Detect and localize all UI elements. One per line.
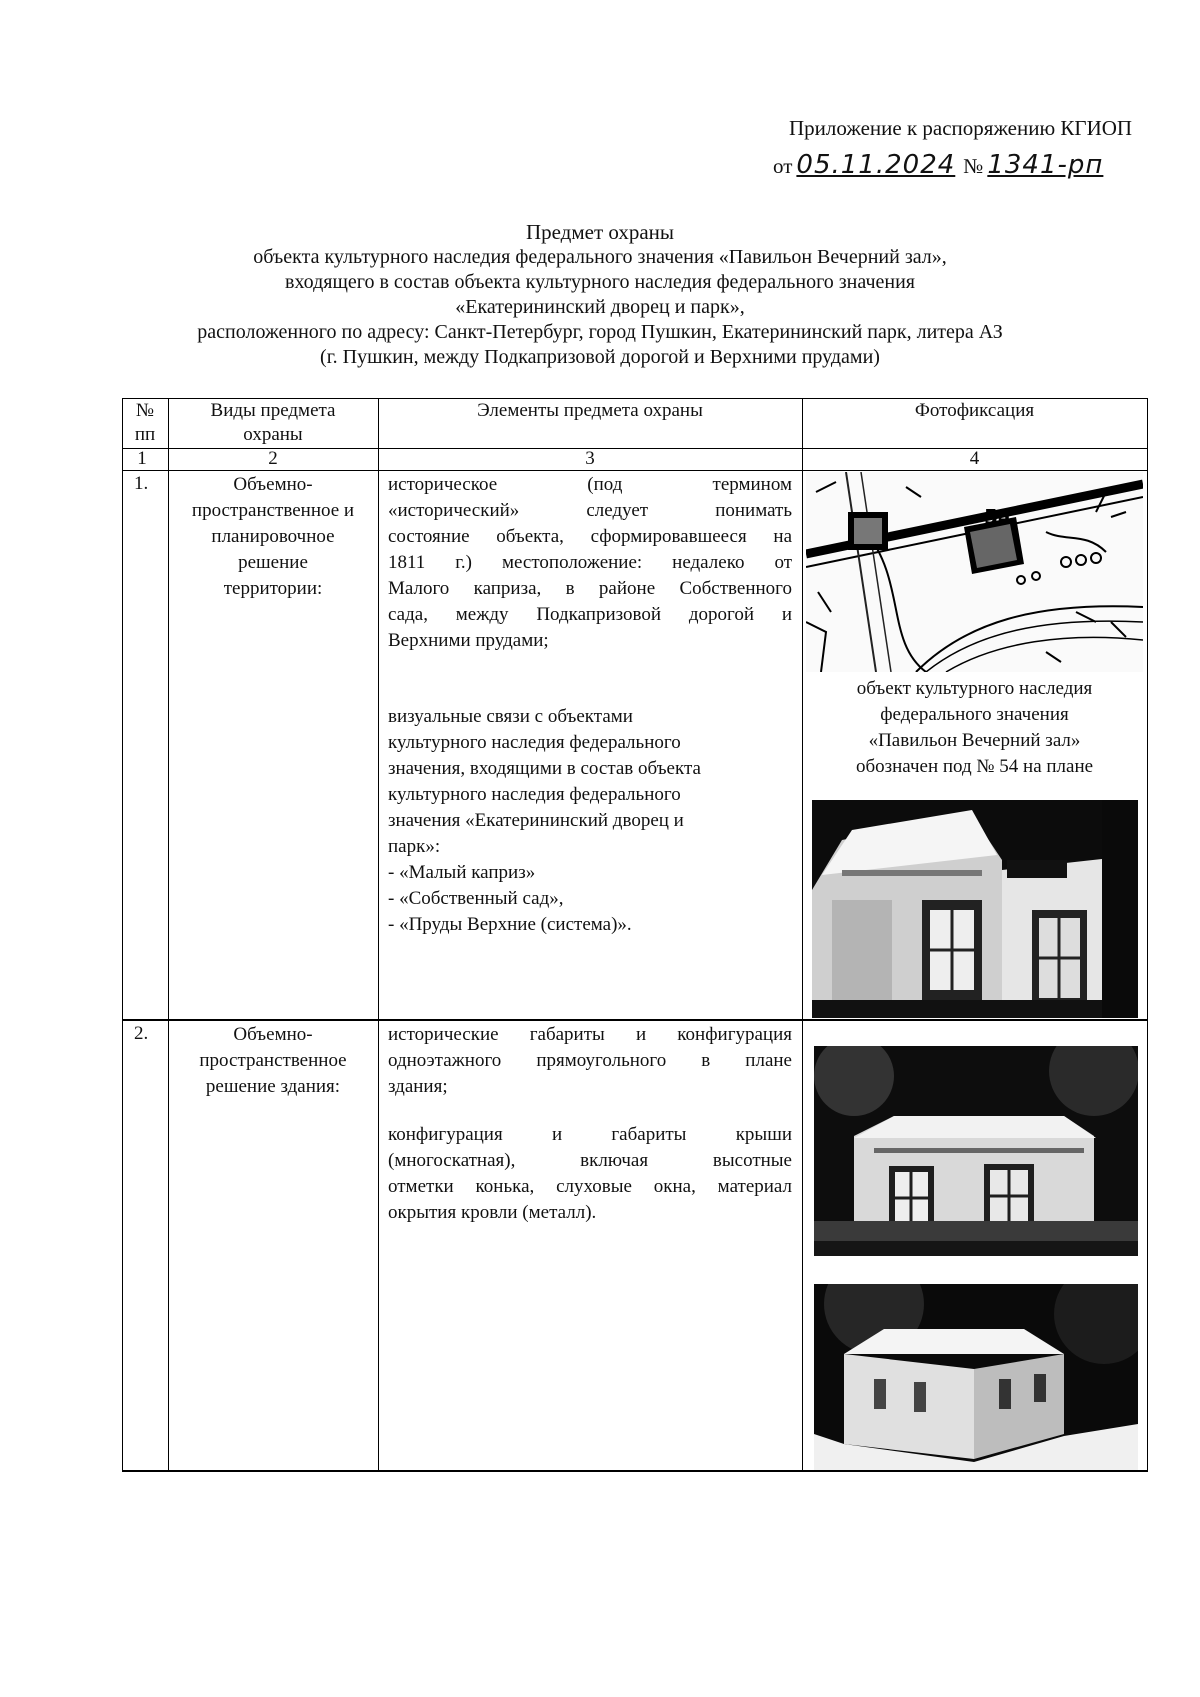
col-header-type: Виды предмета охраны [210, 400, 336, 445]
number-label: № [963, 154, 984, 178]
row-2-elements-dimensions: исторические габариты и конфигурация одноэтажного прямоугольного в плане здания; [388, 1024, 792, 1097]
title-line-4: «Екатерининский дворец и парк», [455, 296, 745, 318]
site-plan-image [806, 472, 1143, 672]
title-line-3: входящего в состав объекта культурного наследия федерального значения [285, 271, 915, 293]
row-1-elements-visual: визуальные связи с объектами культурного наследия федерального значения, входящими в состав объекта культурного наследия федерального значения «Екатерининский дворец и парк»: - «Малый каприз» - «Собственный сад», - «Пруды Верхние (система)». [388, 706, 701, 935]
row-2-elements-roof: конфигурация и габариты крыши (многоскатная), включая высотные отметки конька, слуховые окна, материал окрытия кровли (металл). [388, 1124, 792, 1223]
col-number-1: 1 [137, 448, 147, 469]
order-reference [773, 150, 1103, 180]
row-2-type: Объемно- пространственное решение здания: [199, 1024, 347, 1097]
row-1-elements-location: историческое (под термином «исторический» следует понимать состояние объекта, сформировавшееся на 1811 г.) местоположение: недалеко от Малого каприза, в районе Собственного сада, между Подкапризовой дорогой и Верхними прудами; [388, 474, 792, 651]
row-1-number: 1. [134, 473, 149, 494]
row-2-number: 2. [134, 1023, 149, 1044]
pavilion-photo-3 [814, 1284, 1138, 1470]
row-1-type: Объемно- пространственное и планировочное решение территории: [191, 474, 355, 599]
pavilion-photo-2 [814, 1046, 1138, 1256]
title-line-2: объекта культурного наследия федерального значения «Павильон Вечерний зал», [253, 246, 947, 268]
plan-number-label: 54 [984, 505, 1012, 529]
pavilion-photo-1 [812, 800, 1138, 1018]
doc-title [0, 220, 1200, 370]
title-line-5: расположенного по адресу: Санкт-Петербург, город Пушкин, Екатерининский парк, литера АЗ [197, 321, 1003, 343]
site-plan-caption: объект культурного наследия федерального значения «Павильон Вечерний зал» обозначен под № 54 на плане [855, 678, 1094, 777]
order-number: 1341-рп [987, 150, 1104, 180]
col-header-photo: Фотофиксация [914, 400, 1035, 421]
title-line-6: (г. Пушкин, между Подкапризовой дорогой и Верхними прудами) [320, 346, 880, 368]
col-number-3: 3 [585, 448, 595, 469]
appendix-label: Приложение к распоряжению КГИОП [789, 116, 1133, 140]
col-header-elements: Элементы предмета охраны [477, 400, 703, 421]
col-header-number: № пп [134, 400, 156, 445]
from-label: от [773, 154, 793, 178]
order-date: 05.11.2024 [796, 150, 956, 180]
title-line-1: Предмет охраны [525, 220, 675, 244]
col-number-2: 2 [268, 448, 278, 469]
col-number-4: 4 [969, 448, 980, 469]
